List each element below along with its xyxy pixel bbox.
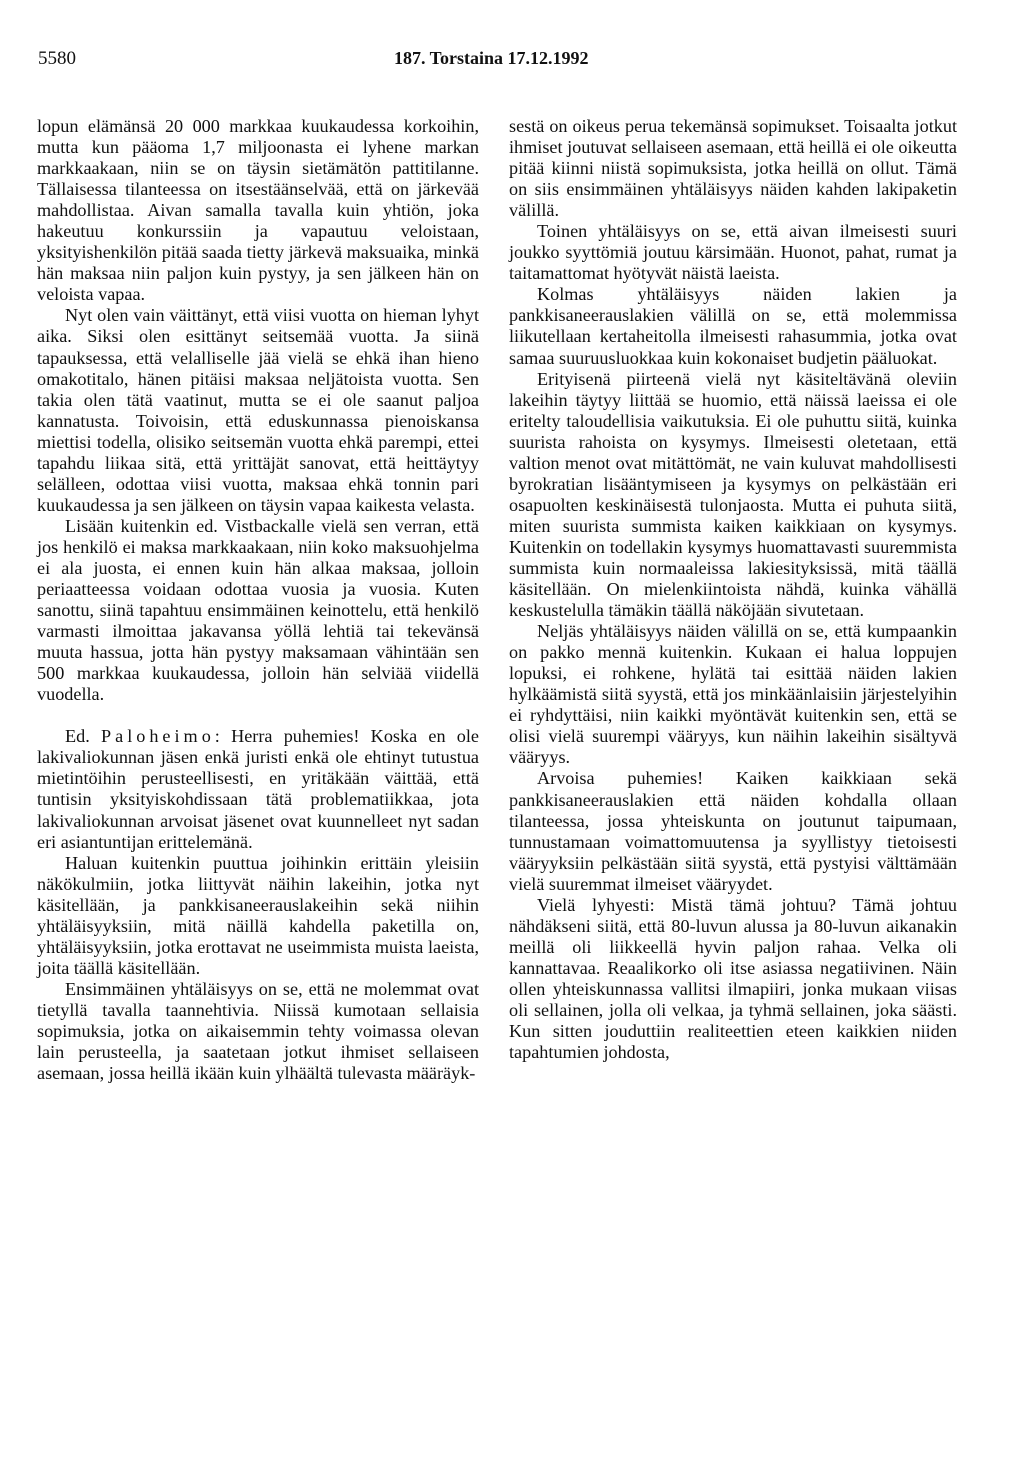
page-header	[38, 48, 986, 78]
paragraph: Toinen yhtäläisyys on se, että aivan ilmeisesti suuri joukko syyttömiä joutuu kärsimään. Huonot, pahat, rumat ja taitamattomat hyötyvät näistä laeista.	[509, 221, 957, 284]
page-number: 5580	[38, 48, 76, 69]
paragraph: Neljäs yhtäläisyys näiden välillä on se, että kumpaankin on pakko mennä kuitenkin. Kukaan ei halua loppujen lopuksi, ei rohkene, hylätä tai esittää näiden lakien hylkäämistä siitä syystä, että jos minkäänlaisiin järjestelyihin ei ryhdyttäisi, niin kaikki myöntävät kuitenkin sen, että se olisi vielä suurempi vääryys, kun näihin lakeihin sisältyvä vääryys.	[509, 621, 957, 768]
speaker-paragraph	[37, 726, 479, 852]
paragraph: Kolmas yhtäläisyys näiden lakien ja pankkisaneerauslakien välillä on se, että molemmissa liikutellaan kertaheitolla ilmeisesti rahasummia, jotka ovat samaa suuruusluokkaa kuin kokonaiset budjetin pääluokat.	[509, 284, 957, 368]
paragraph: sestä on oikeus perua tekemänsä sopimukset. Toisaalta jotkut ihmiset joutuvat sellaiseen asemaan, että heillä ei ole oikeutta pitää kiinni niistä sopimuksista, jotka heillä on ollut. Tämä on siis ensimmäinen yhtäläisyys näiden kahden lakipaketin välillä.	[509, 116, 957, 221]
paragraph: Nyt olen vain väittänyt, että viisi vuotta on hieman lyhyt aika. Siksi olen esittänyt seitsemää vuotta. Ja siinä tapauksessa, että velalliselle jää vielä se ehkä ihan hieno omakotitalo, hänen pitäisi maksaa neljätoista vuotta. Sen takia olen tätä vaatinut, mutta se ei ole saanut paljoa kannatusta. Toivoisin, että eduskunnassa pienoiskansa miettisi todella, olisiko seitsemän vuotta ehkä parempi, ettei tapahdu liikaa sitä, että yrittäjät sanovat, että heittäytyy selälleen, odottaa viisi vuotta, maksaa ehkä tonnin pari kuukaudessa ja sen jälkeen on täysin vapaa kaikesta velasta.	[37, 305, 479, 515]
left-column	[37, 116, 479, 1084]
paragraph: Ensimmäinen yhtäläisyys on se, että ne molemmat ovat tietyllä tavalla taannehtivia. Niissä kumotaan sellaisia sopimuksia, jotka on aikaisemmin tehty voimassa olevan lain perusteella, ja saatetaan jotkut ihmiset sellaiseen asemaan, jossa heillä ikään kuin ylhäältä tulevasta määräyk-	[37, 978, 479, 1084]
speaker-prefix: Ed.	[65, 726, 90, 747]
paragraph: Erityisenä piirteenä vielä nyt käsiteltävänä oleviin lakeihin täytyy liittää se huomio, että näissä laeissa ei ole eritelty taloudellisia vaikutuksia. Ei ole puhuttu siitä, kuinka suurista rahoista on kysymys. Ilmeisesti oletetaan, että valtion menot ovat mitättömät, ne vain kuluvat mahdollisesti byrokratian lisääntymiseen ja kysymys on pelkästään eri osapuolten keskinäisestä tulonjaosta. Mutta ei puhuta siitä, miten suurista summista kaiken kaikkiaan on kysymys. Kuitenkin on todellakin kysymys huomattavasti suuremmista summista kuin normaaleissa lakiesityksissä, mitä täällä käsitellään. On mielenkiintoista nähdä, kuinka vähällä keskustelulla tämäkin täällä näköjään sivutetaan.	[509, 368, 957, 621]
paragraph: Vielä lyhyesti: Mistä tämä johtuu? Tämä johtuu nähdäkseni siitä, että 80-luvun alussa ja 80-luvun aikanakin meillä oli liikkeellä hyvin paljon rahaa. Velka oli kannattavaa. Reaalikorko oli itse asiassa negatiivinen. Näin ollen yhteiskunnassa vallitsi ilmapiiri, jonka mukaan viisas oli sellainen, jolla oli velkaa, ja tyhmä sellainen, joka säästi. Kun sitten jouduttiin realiteettien eteen kaikkien niiden tapahtumien johdosta,	[509, 894, 957, 1063]
speech-text: : Herra puhemies! Koska en ole lakivaliokunnan jäsen enkä juristi enkä ole ehtinyt tutustua mietintöihin perusteellisesti, en yritäkään väittää, että tuntisin yksityiskohdissaan tätä problematiikkaa, jota lakivaliokunnan arvoisat jäsenet ovat kuunnelleet nyt sadan eri asiantuntijan erittelemänä.	[37, 726, 479, 852]
paragraph: Lisään kuitenkin ed. Vistbackalle vielä sen verran, että jos henkilö ei maksa markkaakaan, niin koko maksuohjelma ei ala juosta, ei ennen kuin hän alkaa maksaa, jolloin periaatteessa voidaan odottaa vuosia ja vuosia. Kuten sanottu, siinä tapahtuu ensimmäinen keinottelu, että henkilö varmasti ilmoittaa jakavansa yöllä lehtiä tai tekevänsä muuta hassua, jotta hän pystyy maksamaan vähintään sen 500 markkaa kuukaudessa, jolloin hän selviää viidellä vuodella.	[37, 515, 479, 705]
speaker-name: Paloheimo	[101, 726, 215, 747]
paragraph: Arvoisa puhemies! Kaiken kaikkiaan sekä pankkisaneerauslakien että näiden kohdalla ollaan tilanteessa, jossa yhteiskunta on joutunut taipumaan, tunnustamaan voimattomuutensa ja syyllistyy tietoisesti vääryyksiin pelkästään siitä syystä, että pystyisi välttämään vielä suuremmat ilmeiset vääryydet.	[509, 768, 957, 894]
paragraph: lopun elämänsä 20 000 markkaa kuukaudessa korkoihin, mutta kun pääoma 1,7 miljoonasta ei lyhene markan markkaakaan, niin se on täysin sietämätön pattitilanne. Tällaisessa tilanteessa on itsestäänselvää, että on järkevää mahdollistaa. Aivan samalla tavalla kuin yhtiön, joka hakeutuu konkurssiin ja vapautuu veloistaan, yksityishenkilön pitää saada tietty järkevä maksuaika, minkä hän maksaa niin paljon kuin pystyy, ja sen jälkeen hän on veloista vapaa.	[37, 116, 479, 305]
paragraph: Haluan kuitenkin puuttua joihinkin erittäin yleisiin näkökulmiin, jotka liittyvät näihin lakeihin, jotka nyt käsitellään, ja pankkisaneerauslakeihin sekä niihin yhtäläisyyksiin, mitä näillä kahdella paketilla on, yhtäläisyyksiin, jotka erottavat ne useimmista muista laeista, joita täällä käsitellään.	[37, 852, 479, 978]
right-column	[509, 116, 957, 1063]
running-head: 187. Torstaina 17.12.1992	[394, 48, 589, 68]
